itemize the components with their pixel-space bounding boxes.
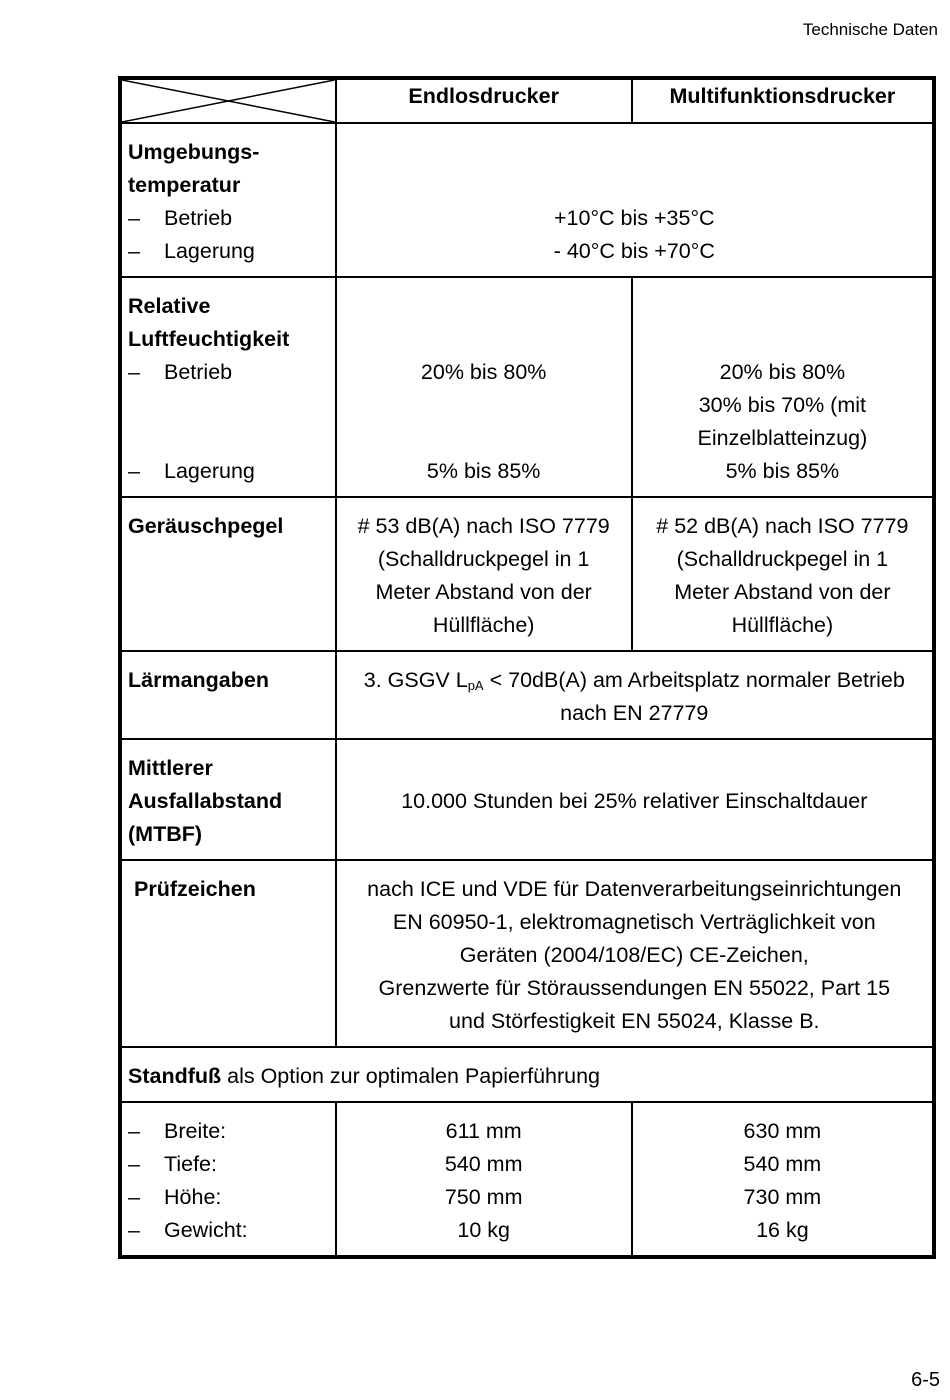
noise-info-sub: pA bbox=[467, 678, 484, 693]
row-humidity bbox=[120, 277, 934, 497]
temperature-op-value: +10°C bis +35°C bbox=[553, 206, 715, 230]
mtbf-value-cell bbox=[336, 739, 934, 860]
stand-multi-cell bbox=[632, 1102, 934, 1257]
dash: – bbox=[128, 360, 140, 384]
noise-info-pre: 3. GSGV L bbox=[363, 668, 468, 692]
noise-endlos-line: Meter Abstand von der bbox=[375, 580, 592, 604]
noise-endlos-line: # 53 dB(A) nach ISO 7779 bbox=[357, 514, 610, 538]
certification-label: Prüfzeichen bbox=[134, 877, 256, 901]
stand-multi-value: 730 mm bbox=[743, 1185, 822, 1209]
row-stand-dimensions bbox=[120, 1102, 934, 1257]
humidity-label-1: Relative bbox=[128, 294, 211, 318]
stand-endlos-value: 750 mm bbox=[444, 1185, 523, 1209]
noise-multi-line: (Schalldruckpegel in 1 bbox=[676, 547, 889, 571]
dash: – bbox=[128, 459, 140, 483]
noise-multi-cell bbox=[632, 497, 934, 651]
stand-endlos-value: 10 kg bbox=[457, 1218, 510, 1242]
noise-endlos-line: Hüllfläche) bbox=[432, 613, 535, 637]
header-row bbox=[120, 78, 934, 123]
humidity-multi-op-2: 30% bis 70% (mit bbox=[698, 393, 867, 417]
humidity-endlos-store: 5% bis 85% bbox=[426, 459, 541, 483]
noise-label-cell bbox=[120, 497, 336, 651]
noise-endlos-cell bbox=[336, 497, 632, 651]
certification-label-cell bbox=[120, 860, 336, 1047]
noise-info-label-cell bbox=[120, 651, 336, 739]
temperature-label-2: temperatur bbox=[128, 173, 241, 197]
humidity-multi-cell bbox=[632, 277, 934, 497]
row-temperature bbox=[120, 123, 934, 277]
temperature-op-label: Betrieb bbox=[164, 206, 233, 230]
dash: – bbox=[128, 206, 140, 230]
noise-endlos-line: (Schalldruckpegel in 1 bbox=[377, 547, 590, 571]
noise-info-line-1 bbox=[339, 664, 930, 697]
row-noise-info bbox=[120, 651, 934, 739]
certification-line: Geräten (2004/108/EC) CE-Zeichen, bbox=[459, 943, 809, 967]
stand-multi-value: 16 kg bbox=[756, 1218, 809, 1242]
stand-multi-value: 540 mm bbox=[743, 1152, 822, 1176]
dash: – bbox=[128, 1152, 140, 1176]
noise-info-value-cell bbox=[336, 651, 934, 739]
stand-label: Tiefe: bbox=[164, 1152, 217, 1176]
certification-line: Grenzwerte für Störaussendungen EN 55022, Part 15 bbox=[378, 976, 891, 1000]
dash: – bbox=[128, 1218, 140, 1242]
noise-info-post: < 70dB(A) am Arbeitsplatz normaler Betrieb bbox=[483, 668, 905, 692]
stand-endlos-value: 540 mm bbox=[444, 1152, 523, 1176]
humidity-multi-store: 5% bis 85% bbox=[725, 459, 840, 483]
humidity-endlos-cell bbox=[336, 277, 632, 497]
noise-label: Geräuschpegel bbox=[128, 514, 284, 538]
row-mtbf bbox=[120, 739, 934, 860]
mtbf-label-3: (MTBF) bbox=[128, 822, 203, 846]
stand-label: Breite: bbox=[164, 1119, 227, 1143]
humidity-label-2: Luftfeuchtigkeit bbox=[128, 327, 290, 351]
stand-labels-cell bbox=[120, 1102, 336, 1257]
humidity-multi-op-3: Einzelblatteinzug) bbox=[697, 426, 868, 450]
temperature-label-1: Umgebungs- bbox=[128, 140, 260, 164]
running-head: Technische Daten bbox=[802, 20, 938, 39]
diagonal-cross-icon bbox=[122, 80, 335, 122]
dash: – bbox=[128, 1185, 140, 1209]
humidity-store-label: Lagerung bbox=[164, 459, 255, 483]
page-number: 6-5 bbox=[911, 1369, 940, 1391]
mtbf-label-2: Ausfallabstand bbox=[128, 789, 283, 813]
dash: – bbox=[128, 239, 140, 263]
noise-info-label: Lärmangaben bbox=[128, 668, 269, 692]
stand-endlos-cell bbox=[336, 1102, 632, 1257]
temperature-store-label: Lagerung bbox=[164, 239, 255, 263]
certification-line: nach ICE und VDE für Datenverarbeitungseinrichtungen bbox=[367, 877, 902, 901]
noise-multi-line: Hüllfläche) bbox=[731, 613, 834, 637]
diagonal-corner-cell bbox=[120, 78, 336, 123]
noise-info-line-2: nach EN 27779 bbox=[560, 701, 709, 725]
humidity-multi-op-1: 20% bis 80% bbox=[719, 360, 846, 384]
stand-multi-value: 630 mm bbox=[743, 1119, 822, 1143]
humidity-op-label: Betrieb bbox=[164, 360, 233, 384]
col-header-multi: Multifunktionsdrucker bbox=[632, 78, 934, 123]
row-stand-title bbox=[120, 1047, 934, 1102]
noise-multi-line: Meter Abstand von der bbox=[674, 580, 891, 604]
row-noise bbox=[120, 497, 934, 651]
temperature-label-cell bbox=[120, 123, 336, 277]
stand-title-rest: als Option zur optimalen Papierführung bbox=[221, 1064, 601, 1088]
dash: – bbox=[128, 1119, 140, 1143]
mtbf-label-1: Mittlerer bbox=[128, 756, 213, 780]
humidity-endlos-op: 20% bis 80% bbox=[420, 360, 547, 384]
certification-line: EN 60950-1, elektromagnetisch Verträglichkeit von bbox=[392, 910, 876, 934]
temperature-store-value: - 40°C bis +70°C bbox=[553, 239, 715, 263]
stand-title-cell bbox=[120, 1047, 934, 1102]
mtbf-value: 10.000 Stunden bei 25% relativer Einschaltdauer bbox=[401, 789, 868, 813]
row-certification bbox=[120, 860, 934, 1047]
certification-line: und Störfestigkeit EN 55024, Klasse B. bbox=[449, 1009, 820, 1033]
stand-endlos-value: 611 mm bbox=[445, 1119, 522, 1143]
spec-table bbox=[118, 76, 936, 1259]
col-header-endlos: Endlosdrucker bbox=[336, 78, 632, 123]
stand-label: Höhe: bbox=[164, 1185, 222, 1209]
stand-title-bold: Standfuß bbox=[128, 1064, 222, 1088]
stand-label: Gewicht: bbox=[164, 1218, 248, 1242]
mtbf-label-cell bbox=[120, 739, 336, 860]
noise-multi-line: # 52 dB(A) nach ISO 7779 bbox=[656, 514, 909, 538]
humidity-label-cell bbox=[120, 277, 336, 497]
temperature-value-cell bbox=[336, 123, 934, 277]
certification-value-cell bbox=[336, 860, 934, 1047]
